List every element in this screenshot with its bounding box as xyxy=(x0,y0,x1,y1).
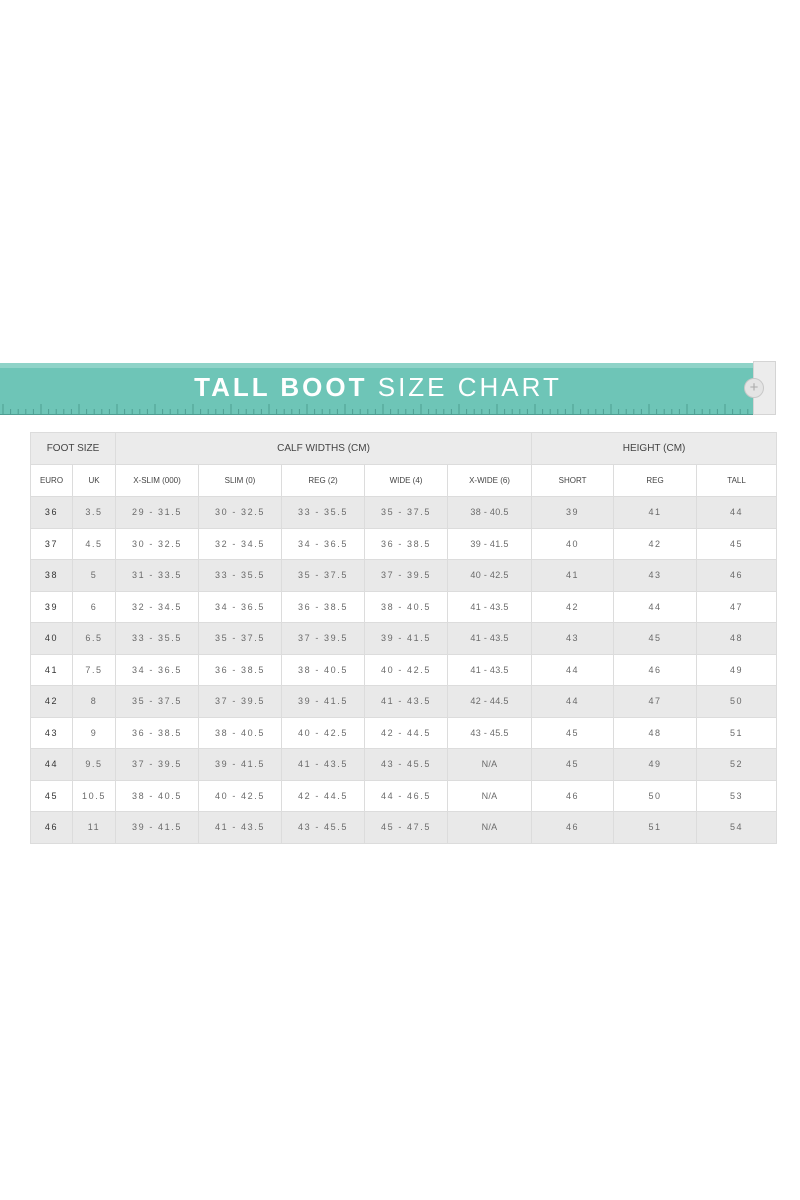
cell-uk: 10.5 xyxy=(73,780,116,812)
page-title xyxy=(0,372,756,403)
cell-uk: 11 xyxy=(73,812,116,844)
cell-x-slim: 31 - 33.5 xyxy=(116,560,199,592)
cell-slim: 32 - 34.5 xyxy=(199,528,282,560)
cell-slim: 41 - 43.5 xyxy=(199,812,282,844)
cell-x-wide: 39 - 41.5 xyxy=(448,528,532,560)
cell-uk: 9 xyxy=(73,717,116,749)
plus-icon: + xyxy=(744,378,764,398)
cell-x-wide: 43 - 45.5 xyxy=(448,717,532,749)
cell-wide: 43 - 45.5 xyxy=(365,749,448,781)
table-row xyxy=(31,812,777,844)
cell-slim: 30 - 32.5 xyxy=(199,497,282,529)
cell-short: 46 xyxy=(532,812,614,844)
cell-x-slim: 36 - 38.5 xyxy=(116,717,199,749)
col-header-x-slim: X-SLIM (000) xyxy=(116,465,199,497)
cell-slim: 35 - 37.5 xyxy=(199,623,282,655)
cell-slim: 38 - 40.5 xyxy=(199,717,282,749)
cell-slim: 33 - 35.5 xyxy=(199,560,282,592)
cell-euro: 36 xyxy=(31,497,73,529)
cell-reg-width: 35 - 37.5 xyxy=(282,560,365,592)
cell-wide: 40 - 42.5 xyxy=(365,654,448,686)
cell-x-slim: 32 - 34.5 xyxy=(116,591,199,623)
cell-reg-height: 46 xyxy=(614,654,697,686)
cell-short: 42 xyxy=(532,591,614,623)
cell-short: 45 xyxy=(532,749,614,781)
column-header-row xyxy=(31,465,777,497)
cell-x-wide: 41 - 43.5 xyxy=(448,654,532,686)
cell-uk: 6.5 xyxy=(73,623,116,655)
cell-tall: 53 xyxy=(697,780,777,812)
cell-euro: 45 xyxy=(31,780,73,812)
cell-short: 44 xyxy=(532,654,614,686)
cell-slim: 37 - 39.5 xyxy=(199,686,282,718)
cell-slim: 34 - 36.5 xyxy=(199,591,282,623)
cell-x-wide: N/A xyxy=(448,780,532,812)
group-height: HEIGHT (CM) xyxy=(532,433,777,465)
cell-x-wide: 38 - 40.5 xyxy=(448,497,532,529)
cell-euro: 41 xyxy=(31,654,73,686)
cell-wide: 37 - 39.5 xyxy=(365,560,448,592)
table-row xyxy=(31,591,777,623)
cell-euro: 44 xyxy=(31,749,73,781)
cell-reg-height: 44 xyxy=(614,591,697,623)
cell-x-wide: 41 - 43.5 xyxy=(448,591,532,623)
cell-x-wide: 41 - 43.5 xyxy=(448,623,532,655)
cell-x-slim: 29 - 31.5 xyxy=(116,497,199,529)
cell-reg-width: 40 - 42.5 xyxy=(282,717,365,749)
table-row xyxy=(31,686,777,718)
cell-euro: 42 xyxy=(31,686,73,718)
cell-x-slim: 30 - 32.5 xyxy=(116,528,199,560)
cell-tall: 47 xyxy=(697,591,777,623)
cell-wide: 45 - 47.5 xyxy=(365,812,448,844)
cell-uk: 4.5 xyxy=(73,528,116,560)
cell-uk: 9.5 xyxy=(73,749,116,781)
cell-wide: 35 - 37.5 xyxy=(365,497,448,529)
title-light: SIZE CHART xyxy=(377,372,562,402)
cell-x-slim: 39 - 41.5 xyxy=(116,812,199,844)
cell-euro: 43 xyxy=(31,717,73,749)
col-header-reg-width: REG (2) xyxy=(282,465,365,497)
cell-short: 43 xyxy=(532,623,614,655)
cell-uk: 6 xyxy=(73,591,116,623)
cell-short: 40 xyxy=(532,528,614,560)
cell-reg-width: 43 - 45.5 xyxy=(282,812,365,844)
col-header-reg-height: REG xyxy=(614,465,697,497)
cell-reg-height: 45 xyxy=(614,623,697,655)
cell-euro: 40 xyxy=(31,623,73,655)
size-chart-table xyxy=(30,432,777,844)
cell-slim: 40 - 42.5 xyxy=(199,780,282,812)
cell-wide: 36 - 38.5 xyxy=(365,528,448,560)
col-header-wide: WIDE (4) xyxy=(365,465,448,497)
col-header-x-wide: X-WIDE (6) xyxy=(448,465,532,497)
cell-tall: 54 xyxy=(697,812,777,844)
cell-reg-height: 49 xyxy=(614,749,697,781)
col-header-uk: UK xyxy=(73,465,116,497)
group-calf-widths: CALF WIDTHS (CM) xyxy=(116,433,532,465)
banner-highlight-stripe xyxy=(0,363,756,368)
cell-wide: 44 - 46.5 xyxy=(365,780,448,812)
cell-tall: 49 xyxy=(697,654,777,686)
cell-tall: 50 xyxy=(697,686,777,718)
cell-reg-width: 38 - 40.5 xyxy=(282,654,365,686)
cell-uk: 8 xyxy=(73,686,116,718)
cell-tall: 45 xyxy=(697,528,777,560)
cell-x-slim: 34 - 36.5 xyxy=(116,654,199,686)
table-row xyxy=(31,780,777,812)
cell-tall: 52 xyxy=(697,749,777,781)
tape-measure-end xyxy=(749,361,776,415)
col-header-tall: TALL xyxy=(697,465,777,497)
cell-x-wide: N/A xyxy=(448,812,532,844)
table-row xyxy=(31,749,777,781)
cell-reg-width: 34 - 36.5 xyxy=(282,528,365,560)
cell-short: 39 xyxy=(532,497,614,529)
cell-euro: 46 xyxy=(31,812,73,844)
cell-x-slim: 33 - 35.5 xyxy=(116,623,199,655)
table-row xyxy=(31,560,777,592)
cell-reg-width: 37 - 39.5 xyxy=(282,623,365,655)
ruler-ticks xyxy=(0,401,756,415)
cell-reg-width: 33 - 35.5 xyxy=(282,497,365,529)
cell-reg-width: 39 - 41.5 xyxy=(282,686,365,718)
cell-reg-height: 47 xyxy=(614,686,697,718)
col-header-slim: SLIM (0) xyxy=(199,465,282,497)
cell-reg-height: 48 xyxy=(614,717,697,749)
cell-x-wide: 40 - 42.5 xyxy=(448,560,532,592)
cell-tall: 48 xyxy=(697,623,777,655)
table-row xyxy=(31,528,777,560)
col-header-euro: EURO xyxy=(31,465,73,497)
cell-uk: 7.5 xyxy=(73,654,116,686)
cell-reg-width: 41 - 43.5 xyxy=(282,749,365,781)
cell-reg-height: 43 xyxy=(614,560,697,592)
cell-euro: 37 xyxy=(31,528,73,560)
cell-tall: 44 xyxy=(697,497,777,529)
group-header-row xyxy=(31,433,777,465)
table-row xyxy=(31,497,777,529)
cell-slim: 36 - 38.5 xyxy=(199,654,282,686)
cell-slim: 39 - 41.5 xyxy=(199,749,282,781)
cell-short: 45 xyxy=(532,717,614,749)
cell-reg-width: 42 - 44.5 xyxy=(282,780,365,812)
cell-x-wide: 42 - 44.5 xyxy=(448,686,532,718)
cell-wide: 38 - 40.5 xyxy=(365,591,448,623)
cell-wide: 39 - 41.5 xyxy=(365,623,448,655)
title-bold: TALL BOOT xyxy=(194,372,368,402)
cell-euro: 38 xyxy=(31,560,73,592)
cell-x-wide: N/A xyxy=(448,749,532,781)
cell-euro: 39 xyxy=(31,591,73,623)
cell-reg-width: 36 - 38.5 xyxy=(282,591,365,623)
cell-wide: 42 - 44.5 xyxy=(365,717,448,749)
cell-tall: 51 xyxy=(697,717,777,749)
cell-short: 46 xyxy=(532,780,614,812)
cell-uk: 5 xyxy=(73,560,116,592)
title-banner xyxy=(0,363,756,415)
cell-short: 44 xyxy=(532,686,614,718)
cell-x-slim: 35 - 37.5 xyxy=(116,686,199,718)
cell-x-slim: 37 - 39.5 xyxy=(116,749,199,781)
cell-short: 41 xyxy=(532,560,614,592)
cell-reg-height: 51 xyxy=(614,812,697,844)
cell-x-slim: 38 - 40.5 xyxy=(116,780,199,812)
table-row xyxy=(31,717,777,749)
group-foot-size: FOOT SIZE xyxy=(31,433,116,465)
cell-reg-height: 42 xyxy=(614,528,697,560)
cell-tall: 46 xyxy=(697,560,777,592)
cell-wide: 41 - 43.5 xyxy=(365,686,448,718)
table-row xyxy=(31,623,777,655)
cell-uk: 3.5 xyxy=(73,497,116,529)
table-body xyxy=(31,497,777,844)
table-row xyxy=(31,654,777,686)
col-header-short: SHORT xyxy=(532,465,614,497)
cell-reg-height: 41 xyxy=(614,497,697,529)
cell-reg-height: 50 xyxy=(614,780,697,812)
